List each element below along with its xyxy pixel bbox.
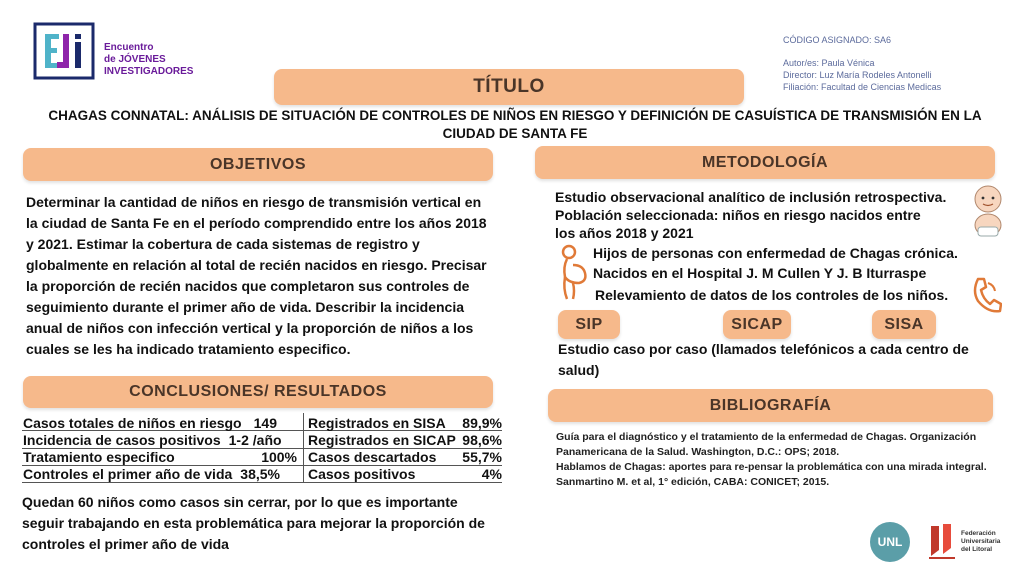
federacion-text — [961, 530, 1000, 554]
bibliografia-ref-2: Hablamos de Chagas: aportes para re-pensar la problemática con una mirada integral. Sanmartino M. et al, 1° edición, CABA: CONICET; 2015. — [556, 461, 987, 488]
logo-line-3: INVESTIGADORES — [104, 66, 194, 77]
logo-line-1: Encuentro — [104, 42, 154, 53]
result-label: Registrados en SISA — [308, 415, 446, 431]
result-value: 98,6% — [462, 432, 502, 448]
tag-sicap: SICAP — [723, 310, 791, 339]
unl-logo: UNL — [870, 522, 910, 562]
metodologia-line-3: los años 2018 y 2021 — [555, 225, 694, 241]
metodologia-line-2: Población seleccionada: niños en riesgo nacidos entre — [555, 207, 921, 223]
objetivos-heading: OBJETIVOS — [23, 148, 493, 181]
conclusiones-footer: Quedan 60 niños como casos sin cerrar, por lo que es importante seguir trabajando en esta problemática para mejorar la proporción de controles el primer año de vida — [22, 494, 485, 552]
metodologia-line-5: Nacidos en el Hospital J. M Cullen Y J. B Iturraspe — [593, 265, 927, 281]
result-label: Incidencia de casos positivos — [23, 432, 221, 448]
result-label: Tratamiento especifico — [23, 449, 175, 465]
logo-line-2: de JÓVENES — [104, 54, 166, 65]
metodologia-line-7: Estudio caso por caso (llamados telefónicos a cada centro de salud) — [558, 341, 969, 378]
result-value: 149 — [253, 415, 277, 431]
federacion-line-2: Universitaria — [961, 538, 1001, 545]
result-label: Casos descartados — [308, 449, 437, 465]
results-table — [22, 413, 502, 485]
baby-icon — [968, 183, 1008, 239]
federacion-line-1: Federación — [961, 530, 996, 537]
director: Director: Luz María Rodeles Antonelli — [783, 70, 932, 80]
table-row — [23, 466, 299, 482]
title-heading: TÍTULO — [274, 69, 744, 105]
title-text: CHAGAS CONNATAL: ANÁLISIS DE SITUACIÓN DE CONTROLES DE NIÑOS EN RIESGO Y DEFINICIÓN DE CASUÍSTICA DE TRANSMISIÓN EN LA CIUDAD DE SANTA FE — [48, 108, 982, 141]
result-value: 89,9% — [462, 415, 502, 431]
federacion-logo-icon — [925, 520, 959, 562]
authors: Autor/es: Paula Vénica — [783, 58, 875, 68]
phone-icon — [968, 275, 1002, 315]
result-label: Casos totales de niños en riesgo — [23, 415, 242, 431]
eji-logo — [33, 22, 95, 80]
result-value: 55,7% — [462, 449, 502, 465]
tag-sisa: SISA — [872, 310, 936, 339]
table-row — [308, 432, 502, 448]
table-row — [308, 415, 502, 431]
result-value: 100% — [261, 449, 297, 465]
result-value: 38,5% — [240, 466, 280, 482]
table-row — [23, 432, 299, 448]
logo-text — [104, 42, 193, 78]
tag-sip: SIP — [558, 310, 620, 339]
result-label: Registrados en SICAP — [308, 432, 456, 448]
assigned-code: CÓDIGO ASIGNADO: SA6 — [783, 35, 892, 45]
federacion-line-3: del Litoral — [961, 546, 993, 553]
table-row — [308, 466, 502, 482]
table-row — [23, 449, 297, 465]
result-label: Controles el primer año de vida — [23, 466, 233, 482]
table-row — [23, 415, 299, 431]
table-row — [308, 449, 502, 465]
metodologia-line-6: Relevamiento de datos de los controles de los niños. — [595, 287, 949, 303]
affiliation: Filiación: Facultad de Ciencias Medicas — [783, 82, 942, 92]
bibliografia-ref-1: Guía para el diagnóstico y el tratamiento de la enfermedad de Chagas. Organización Panamericana de la Salud. Washington, D.C.: OPS; 2018. — [556, 431, 977, 458]
bibliografia-heading: BIBLIOGRAFÍA — [548, 389, 993, 422]
result-value: 4% — [481, 466, 502, 482]
conclusiones-heading: CONCLUSIONES/ RESULTADOS — [23, 376, 493, 408]
metodologia-line-4: Hijos de personas con enfermedad de Chagas crónica. — [593, 245, 958, 261]
metodologia-line-1: Estudio observacional analítico de inclusión retrospectiva. — [555, 189, 947, 205]
metodologia-heading: METODOLOGÍA — [535, 146, 995, 179]
objetivos-text: Determinar la cantidad de niños en riesgo de transmisión vertical en la ciudad de Santa Fe en el período comprendido entre los años 2018 y 2021. Estimar la cobertura de cada sistemas de registro y globalmente en relación al total de recién nacidos en riesgo. Precisar la proporción de recién nacidos que completaron sus controles de seguimiento durante el primer año de vida. Describir la incidencia anual de niños con infección vertical y la proporción de niños a los cuales se les ha indicado tratamiento especifico. — [26, 194, 487, 357]
result-label: Casos positivos — [308, 466, 416, 482]
result-value: 1-2 /año — [228, 432, 282, 448]
pregnant-woman-icon — [553, 243, 591, 301]
